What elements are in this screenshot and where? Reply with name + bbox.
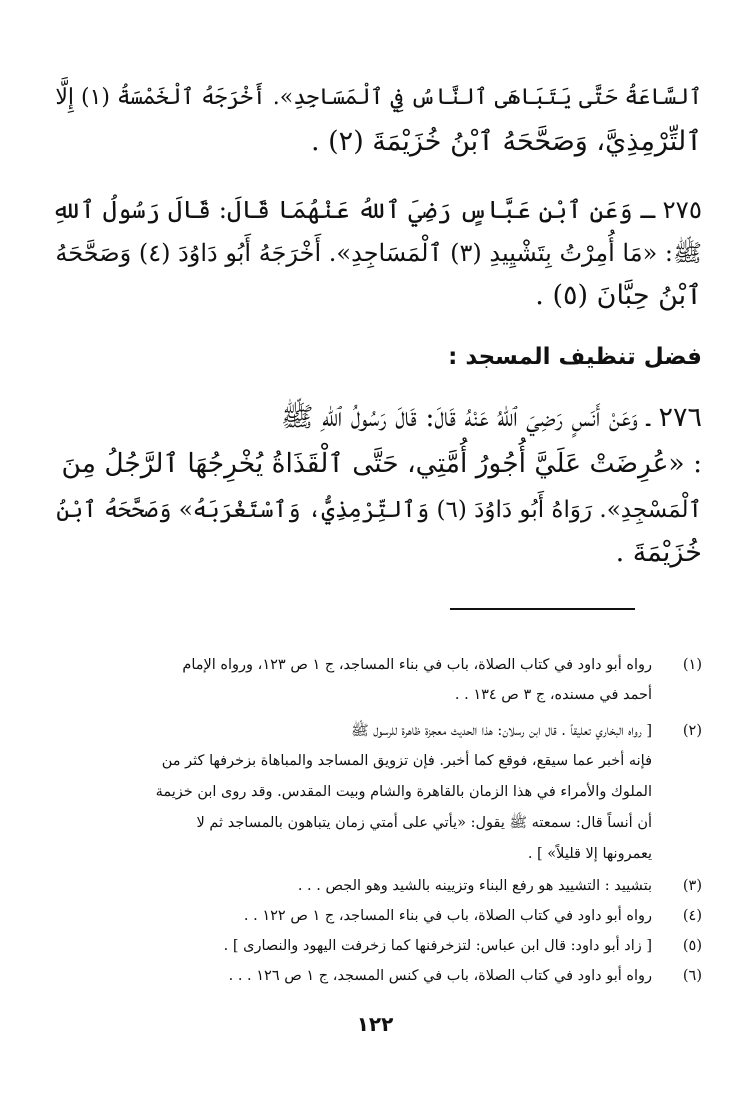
hadith-276-line: ٱلْمَسْجِدِ». رَوَاهُ أَبُو دَاوُدَ (٦) وَٱلتِّرْمِذِيُّ، وَٱسْتَغْرَبَهُ» وَصَحَّحَهُ ٱبْنُ (56, 497, 702, 523)
footnote-number: (٤) (682, 908, 702, 924)
hadith-275-line: ٱبْنُ حِبَّانَ (٥) . (535, 280, 702, 311)
body-line: ٱلتِّرْمِذِيَّ، وَصَحَّحَهُ ٱبْنُ خُزَيْمَةَ (٢) . (310, 126, 702, 157)
footnote-line: أحمد في مسنده، ج ٣ ص ١٣٤ . . (454, 687, 652, 703)
footnote-line: [ رواه البخاري تعليقاً . قال ابن رسلان: هذا الحديث معجزة ظاهرة للرسول ﷺ (351, 723, 652, 739)
footnote-number: (٦) (682, 968, 702, 984)
hadith-276-line: خُزَيْمَةَ . (615, 537, 702, 568)
page-number: ١٢٢ (356, 1012, 394, 1036)
footnote-number: (٥) (682, 938, 702, 954)
hadith-276-line: ٢٧٦ ـ وَعَنْ أَنَسٍ رَضِيَ ٱللهُ عَنْهُ قَالَ: قَالَ رَسُولُ ٱللهِ ﷺ (280, 402, 702, 433)
body-line: ٱلسَّاعَةُ حَتَّى يَتَبَاهَى ٱلنَّاسُ فِي ٱلْمَسَاجِدِ». أَخْرَجَهُ ٱلْخَمْسَةُ (١) إِلَّا (55, 85, 702, 110)
section-heading: فضل تنظيف المسجد : (448, 344, 702, 370)
footnote-line: رواه أبو داود في كتاب الصلاة، باب في بناء المساجد، ج ١ ص ١٢٣، ورواه الإمام (182, 657, 652, 673)
footnote-separator (450, 608, 635, 610)
hadith-275-line: ٢٧٥ ـ وَعَنِ ٱبْنِ عَبَّاسٍ رَضِيَ ٱللهُ عَنْهُمَا قَالَ: قَالَ رَسُولُ ٱللهِ (51, 195, 702, 224)
footnote-line: بتشييد : التشييد هو رفع البناء وتزيينه بالشيد وهو الجص . . . (297, 878, 652, 894)
footnote-line: فإنه أخبر عما سيقع، فوقع كما أخبر. فإن تزويق المساجد والمباهاة بزخرفها كثر من (161, 753, 652, 769)
hadith-275-line: ﷺ: «مَا أُمِرْتُ بِتَشْيِيدِ (٣) ٱلْمَسَاجِدِ». أَخْرَجَهُ أَبُو دَاوُدَ (٤) وَصَحَّحَهُ (55, 239, 702, 267)
footnote-line: أن أنساً قال: سمعته ﷺ يقول: «يأتي على أمتي زمان يتباهون بالمساجد ثم لا (196, 815, 652, 831)
footnote-line: رواه أبو داود في كتاب الصلاة، باب في بناء المساجد، ج ١ ص ١٢٢ . . (243, 908, 652, 924)
footnote-line: رواه أبو داود في كتاب الصلاة، باب في كنس المسجد، ج ١ ص ١٢٦ . . . (228, 968, 652, 984)
hadith-276-line: : «عُرِضَتْ عَلَيَّ أُجُورُ أُمَّتِي، حَتَّى ٱلْقَذَاةُ يُخْرِجُهَا ٱلرَّجُلُ مِنَ (61, 448, 702, 479)
footnote-line: الملوك والأمراء في هذا الزمان بالقاهرة والشام وبيت المقدس. وقد روى ابن خزيمة (155, 784, 652, 800)
footnote-line: يعمرونها إلا قليلاً» ] . (527, 846, 652, 862)
footnote-line: [ زاد أبو داود: قال ابن عباس: لتزخرفنها كما زخرفت اليهود والنصارى ] . (223, 938, 652, 954)
footnote-number: (٢) (682, 723, 702, 739)
footnote-number: (١) (682, 657, 702, 673)
footnote-number: (٣) (682, 878, 702, 894)
